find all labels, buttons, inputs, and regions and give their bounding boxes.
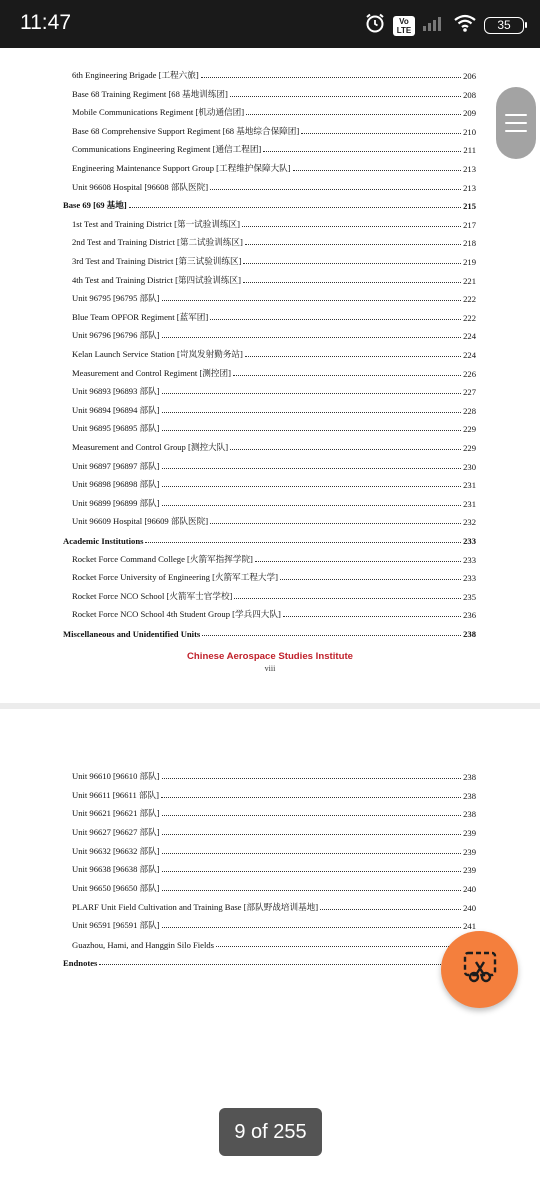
toc-entry-label: Mobile Communications Regiment [机动通信团] [72, 107, 245, 117]
leader-dots [129, 206, 461, 208]
toc-entry-label: Unit 96608 Hospital [96608 部队医院] [72, 182, 209, 192]
toc-entry-label: Base 68 Comprehensive Support Regiment [68 基地综合保障团] [72, 126, 300, 136]
leader-dots [145, 541, 461, 543]
toc-entry[interactable] [72, 86, 476, 100]
toc-entry-label: Unit 96898 [96898 部队] [72, 479, 160, 489]
toc-entry-label: 3rd Test and Training District [第三试验训练区] [72, 256, 242, 266]
toc-entry-page: 211 [463, 145, 476, 155]
alarm-clock-icon [364, 12, 386, 39]
toc-entry-page: 228 [463, 406, 476, 416]
leader-dots [99, 963, 461, 965]
volte-badge: Vo LTE [393, 16, 415, 36]
toc-entry-page: 231 [463, 480, 476, 490]
toc-entry[interactable] [72, 899, 476, 913]
toc-section[interactable] [63, 954, 476, 968]
leader-dots [162, 870, 462, 872]
page-footer-number: viii [264, 664, 276, 673]
toc-entry-label: Unit 96627 [96627 部队] [72, 827, 160, 837]
toc-entry-page: 210 [463, 127, 476, 137]
screenshot-crop-icon [462, 949, 498, 990]
toc-entry-label: Unit 96650 [96650 部队] [72, 883, 160, 893]
leader-dots [245, 243, 461, 245]
toc-entry-page: 217 [463, 220, 476, 230]
toc-entry[interactable] [72, 141, 476, 155]
leader-dots [255, 560, 461, 562]
toc-entry-page: 213 [463, 183, 476, 193]
toc-entry-page: 227 [463, 387, 476, 397]
toc-entry[interactable] [72, 805, 476, 819]
leader-dots [201, 76, 461, 78]
toc-entry[interactable] [72, 67, 476, 81]
toc-section[interactable] [63, 625, 476, 639]
leader-dots [245, 355, 461, 357]
leader-dots [293, 169, 461, 171]
toc-entry-page: 229 [463, 424, 476, 434]
toc-entry-page: 221 [463, 276, 476, 286]
pdf-page-viii[interactable] [0, 48, 540, 703]
toc-entry[interactable] [72, 495, 476, 509]
toc-section-page: 233 [463, 536, 476, 546]
leader-dots [162, 411, 462, 413]
toc-entry-label: Unit 96621 [96621 部队] [72, 808, 160, 818]
toc-entry-label: Unit 96894 [96894 部队] [72, 405, 160, 415]
toc-entry-page: 233 [463, 573, 476, 583]
toc-entry-page: 209 [463, 108, 476, 118]
toc-entry[interactable] [72, 551, 476, 565]
toc-entry-page: 238 [463, 809, 476, 819]
toc-section-page: 215 [463, 201, 476, 211]
toc-entry-label: PLARF Unit Field Cultivation and Training Base [部队野战培训基地] [72, 902, 319, 912]
toc-entry-label: 2nd Test and Training District [第二试验训练区] [72, 237, 243, 247]
leader-dots [210, 318, 461, 320]
toc-entry-label: Unit 96591 [96591 部队] [72, 920, 160, 930]
toc-entry[interactable] [72, 346, 476, 360]
leader-dots [216, 945, 461, 947]
leader-dots [243, 262, 461, 264]
fast-scroll-handle[interactable] [496, 87, 536, 159]
cell-signal-icon [422, 14, 446, 37]
leader-dots [162, 429, 462, 431]
toc-entry-page: 240 [463, 884, 476, 894]
leader-dots [162, 485, 462, 487]
toc-entry-label: Unit 96610 [96610 部队] [72, 771, 160, 781]
toc-entry-page: 230 [463, 462, 476, 472]
toc-entry-label: 4th Test and Training District [第四试验训练区] [72, 275, 241, 285]
toc-section-label: Miscellaneous and Unidentified Units [63, 629, 201, 639]
toc-entry[interactable] [72, 383, 476, 397]
toc-entry-label: Unit 96899 [96899 部队] [72, 498, 160, 508]
toc-entry-page: 206 [463, 71, 476, 81]
toc-entry[interactable] [72, 365, 476, 379]
leader-dots [210, 522, 461, 524]
leader-dots [162, 814, 462, 816]
status-time: 11:47 [20, 11, 71, 34]
toc-entry-label: Rocket Force NCO School 4th Student Group [学兵四大队] [72, 609, 281, 619]
battery-icon: 35 [484, 17, 524, 34]
toc-entry-label: Rocket Force NCO School [火箭军士官学校] [72, 591, 233, 601]
toc-entry[interactable] [72, 880, 476, 894]
toc-entry-label: Unit 96611 [96611 部队] [72, 790, 159, 800]
toc-entry[interactable] [72, 439, 476, 453]
toc-section-label: Academic Institutions [63, 536, 144, 546]
leader-dots [263, 150, 461, 152]
leader-dots [230, 448, 461, 450]
leader-dots [162, 299, 462, 301]
leader-dots [162, 467, 462, 469]
toc-entry[interactable] [72, 253, 476, 267]
toc-entry-page: 222 [463, 313, 476, 323]
toc-entry[interactable] [72, 917, 476, 931]
toc-entry-label: Unit 96897 [96897 部队] [72, 461, 160, 471]
toc-entry[interactable] [72, 569, 476, 583]
leader-dots [162, 926, 462, 928]
toc-section[interactable] [63, 197, 476, 211]
toc-entry-page: 236 [463, 610, 476, 620]
toc-entry-label: Communications Engineering Regiment [通信工程团] [72, 144, 262, 154]
leader-dots [246, 113, 461, 115]
wifi-icon [453, 13, 477, 38]
toc-entry-label: Blue Team OPFOR Regiment [蓝军团] [72, 312, 209, 322]
toc-entry-label: Base 68 Training Regiment [68 基地训练团] [72, 89, 228, 99]
leader-dots [230, 95, 461, 97]
toc-entry-page: 239 [463, 828, 476, 838]
toc-entry-page: 239 [463, 847, 476, 857]
leader-dots [162, 833, 462, 835]
toc-entry[interactable] [72, 513, 476, 527]
toc-entry[interactable] [72, 787, 476, 801]
toc-entry-page: 226 [463, 369, 476, 379]
toc-entry-page: 238 [463, 772, 476, 782]
toc-entry-label: 1st Test and Training District [第一试验训练区] [72, 219, 241, 229]
toc-entry-page: 241 [463, 921, 476, 931]
leader-dots [162, 889, 462, 891]
toc-entry[interactable] [72, 123, 476, 137]
leader-dots [320, 908, 461, 910]
toc-entry-label: Unit 96895 [96895 部队] [72, 423, 160, 433]
leader-dots [301, 132, 461, 134]
toc-entry[interactable] [72, 843, 476, 857]
toc-entry-page: 233 [463, 555, 476, 565]
leader-dots [161, 796, 461, 798]
toc-entry[interactable] [72, 234, 476, 248]
toc-section-label: Base 69 [69 基地] [63, 200, 127, 210]
toc-section-label: Endnotes [63, 958, 98, 968]
leader-dots [162, 336, 462, 338]
toc-entry-page: 219 [463, 257, 476, 267]
toc-entry-label: Unit 96796 [96796 部队] [72, 330, 160, 340]
toc-entry-page: 218 [463, 238, 476, 248]
leader-dots [162, 504, 462, 506]
toc-entry[interactable] [72, 588, 476, 602]
leader-dots [162, 392, 462, 394]
toc-entry-label: Rocket Force Command College [火箭军指挥学院] [72, 554, 253, 564]
toc-entry-label: Measurement and Control Regiment [测控团] [72, 368, 231, 378]
page-indicator: 9 of 255 [219, 1108, 322, 1156]
toc-entry[interactable] [72, 476, 476, 490]
toc-entry-page: 208 [463, 90, 476, 100]
toc-entry-page: 229 [463, 443, 476, 453]
leader-dots [283, 615, 461, 617]
toc-entry[interactable] [72, 216, 476, 230]
toc-entry-page: 213 [463, 164, 476, 174]
toc-entry[interactable] [72, 420, 476, 434]
toc-section-page: 238 [463, 629, 476, 639]
toc-entry[interactable] [72, 402, 476, 416]
status-bar [0, 0, 540, 48]
toc-entry-page: 224 [463, 331, 476, 341]
toc-entry-page: 222 [463, 294, 476, 304]
leader-dots [234, 597, 461, 599]
toc-entry-label: Unit 96609 Hospital [96609 部队医院] [72, 516, 209, 526]
leader-dots [202, 634, 461, 636]
page-footer-title: Chinese Aerospace Studies Institute [187, 651, 353, 662]
toc-entry-label: Guazhou, Hami, and Hanggin Silo Fields [72, 940, 215, 950]
leader-dots [162, 852, 462, 854]
toc-entry[interactable] [72, 104, 476, 118]
toc-entry-label: Unit 96632 [96632 部队] [72, 846, 160, 856]
toc-entry-page: 232 [463, 517, 476, 527]
toc-entry[interactable] [72, 160, 476, 174]
toc-entry[interactable] [72, 272, 476, 286]
status-icons [364, 12, 524, 39]
toc-entry-page: 240 [463, 903, 476, 913]
leader-dots [243, 281, 461, 283]
toc-entry[interactable] [72, 179, 476, 193]
toc-entry[interactable] [72, 768, 476, 782]
toc-entry-label: Unit 96795 [96795 部队] [72, 293, 160, 303]
leader-dots [280, 578, 461, 580]
toc-entry[interactable] [72, 824, 476, 838]
toc-entry[interactable] [72, 861, 476, 875]
toc-entry-label: Unit 96893 [96893 部队] [72, 386, 160, 396]
toc-entry[interactable] [72, 309, 476, 323]
leader-dots [233, 374, 461, 376]
toc-entry-page: 224 [463, 350, 476, 360]
toc-entry-page: 235 [463, 592, 476, 602]
leader-dots [210, 188, 461, 190]
toc-entry-label: Measurement and Control Group [测控大队] [72, 442, 229, 452]
toc-entry-label: Unit 96638 [96638 部队] [72, 864, 160, 874]
toc-entry-label: Kelan Launch Service Station [岢岚发射勤务站] [72, 349, 243, 359]
screenshot-crop-button[interactable] [441, 931, 518, 1008]
toc-entry-page: 231 [463, 499, 476, 509]
toc-entry[interactable] [72, 936, 476, 950]
toc-entry[interactable] [72, 606, 476, 620]
toc-entry-page: 239 [463, 865, 476, 875]
toc-entry[interactable] [72, 290, 476, 304]
toc-section[interactable] [63, 532, 476, 546]
toc-entry-label: Rocket Force University of Engineering [火箭军工程大学] [72, 572, 278, 582]
toc-entry[interactable] [72, 458, 476, 472]
toc-entry-page: 238 [463, 791, 476, 801]
leader-dots [162, 777, 462, 779]
toc-entry[interactable] [72, 327, 476, 341]
toc-entry-label: Engineering Maintenance Support Group [工程维护保障大队] [72, 163, 291, 173]
leader-dots [242, 225, 461, 227]
toc-entry-label: 6th Engineering Brigade [工程六旅] [72, 70, 199, 80]
